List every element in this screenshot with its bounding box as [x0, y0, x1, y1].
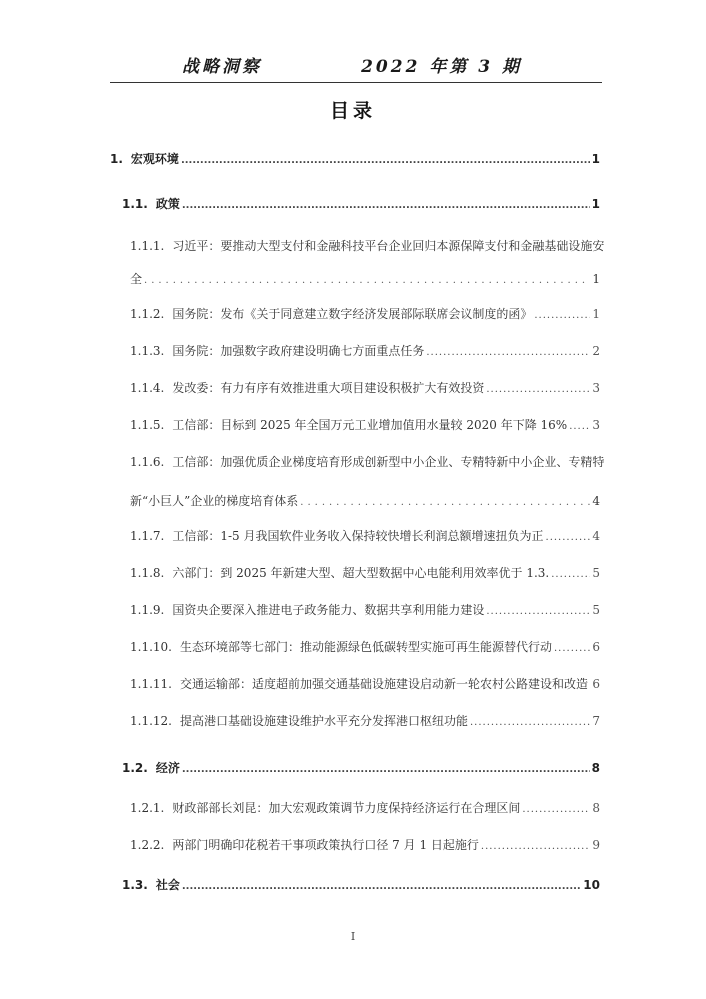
dot-leader	[470, 716, 590, 730]
toc-entry-1-1-6-continued[interactable]	[130, 492, 600, 509]
toc-entry-number: 1.2.	[122, 761, 148, 775]
toc-entry-label-continued: 新“小巨人”企业的梯度培育体系	[130, 494, 299, 508]
toc-entry-page: 4	[592, 494, 600, 508]
toc-entry-1-1-9[interactable]	[130, 603, 600, 619]
dot-leader	[182, 880, 581, 894]
toc-entry-label: 交通运输部：适度超前加强交通基础设施建设启动新一轮农村公路建设和改造	[179, 677, 588, 691]
toc-entry-1-2[interactable]	[122, 761, 600, 777]
toc-entry-1-1-1-continued[interactable]	[130, 270, 600, 287]
toc-entry-page: 3	[592, 381, 600, 395]
toc-entry-page: 8	[591, 761, 600, 775]
page-number: I	[350, 930, 356, 943]
toc-entry-label: 两部门明确印花税若干事项政策执行口径 7 月 1 日起施行	[172, 838, 479, 852]
toc-entry-1-1-5[interactable]	[130, 418, 600, 434]
toc-entry-number: 1.	[110, 152, 123, 166]
toc-entry-1-3[interactable]	[122, 878, 600, 894]
toc-entry-label: 经济	[155, 761, 180, 775]
toc-entry-1-1-7[interactable]	[130, 529, 600, 545]
page-title: 目录	[329, 100, 376, 122]
toc-entry-label: 六部门：到 2025 年新建大型、超大型数据中心电能利用效率优于 1.3.	[172, 566, 550, 580]
toc-entry-number: 1.1.6.	[130, 455, 165, 469]
toc-entry-1-1-1[interactable]	[130, 239, 605, 253]
toc-entry-number: 1.1.7.	[130, 529, 165, 543]
toc-entry-label: 社会	[155, 878, 180, 892]
toc-entry-label: 国务院：发布《关于同意建立数字经济发展部际联席会议制度的函》	[172, 307, 533, 321]
toc-entry-number: 1.1.1.	[130, 239, 165, 253]
toc-entry-number: 1.1.9.	[130, 603, 165, 617]
toc-entry-1-1-10[interactable]	[130, 640, 600, 656]
toc-entry-label: 生态环境部等七部门：推动能源绿色低碳转型实施可再生能源替代行动	[179, 640, 552, 654]
toc-entry-page: 5	[592, 603, 600, 617]
toc-entry-label: 工信部：加强优质企业梯度培育形成创新型中小企业、专精特新中小企业、专精特	[172, 455, 605, 469]
toc-entry-page: 1	[591, 152, 600, 166]
toc-entry-number: 1.2.2.	[130, 838, 165, 852]
toc-entry-page: 5	[592, 566, 600, 580]
dot-leader	[551, 568, 590, 582]
toc-entry-label: 工信部：目标到 2025 年全国万元工业增加值用水量较 2020 年下降 16%	[172, 418, 568, 432]
toc-entry-page: 9	[592, 838, 600, 852]
toc-entry-number: 1.1.5.	[130, 418, 165, 432]
publication-name: 战略洞察	[182, 57, 262, 77]
dot-leader	[522, 803, 590, 817]
toc-entry-label: 发改委：有力有序有效推进重大项目建设积极扩大有效投资	[172, 381, 485, 395]
toc-entry-page: 10	[583, 878, 600, 892]
dot-leader	[486, 605, 590, 619]
toc-entry-label-continued: 全	[130, 272, 143, 286]
toc-entry-page: 8	[592, 801, 600, 815]
toc-entry-1-1-3[interactable]	[130, 344, 600, 360]
toc-entry-label: 国务院：加强数字政府建设明确七方面重点任务	[172, 344, 425, 358]
toc-entry-label: 政策	[155, 197, 180, 211]
toc-entry-page: 6	[592, 640, 600, 654]
toc-entry-page: 2	[592, 344, 600, 358]
toc-entry-label: 习近平：要推动大型支付和金融科技平台企业回归本源保障支付和金融基础设施安	[172, 239, 605, 253]
dot-leader	[300, 497, 590, 508]
dot-leader	[182, 199, 590, 213]
running-header	[110, 52, 602, 83]
toc-entry-number: 1.1.	[122, 197, 148, 211]
toc-entry-number: 1.1.10.	[130, 640, 172, 654]
dot-leader	[182, 763, 590, 777]
toc-entry-number: 1.1.8.	[130, 566, 165, 580]
toc-entry-page: 6	[592, 677, 600, 691]
toc-entry-page: 1	[591, 197, 600, 211]
dot-leader	[481, 840, 590, 854]
toc-entry-1-1-4[interactable]	[130, 381, 600, 397]
toc-entry-number: 1.1.2.	[130, 307, 165, 321]
toc-entry-label: 提高港口基础设施建设维护水平充分发挥港口枢纽功能	[179, 714, 468, 728]
dot-leader	[569, 420, 590, 434]
toc-entry-page: 1	[592, 272, 600, 286]
toc-entry-1-1-12[interactable]	[130, 714, 600, 730]
dot-leader	[534, 309, 590, 323]
toc-entry-number: 1.3.	[122, 878, 148, 892]
toc-entry-1-1-6[interactable]	[130, 455, 605, 469]
toc-entry-label: 财政部部长刘昆：加大宏观政策调节力度保持经济运行在合理区间	[172, 801, 521, 815]
dot-leader	[546, 531, 591, 545]
toc-entry-1-1-8[interactable]	[130, 566, 600, 582]
toc-entry-page: 3	[592, 418, 600, 432]
toc-entry-number: 1.1.12.	[130, 714, 172, 728]
toc-entry-1-1-11[interactable]	[130, 677, 600, 693]
issue-label: 2022 年第 3 期	[361, 57, 522, 77]
toc-entry-1[interactable]	[110, 152, 600, 168]
toc-entry-label: 宏观环境	[130, 152, 179, 166]
toc-entry-number: 1.2.1.	[130, 801, 165, 815]
toc-entry-1-2-2[interactable]	[130, 838, 600, 854]
toc-entry-page: 1	[592, 307, 600, 321]
toc-entry-label: 国资央企要深入推进电子政务能力、数据共享利用能力建设	[172, 603, 485, 617]
toc-entry-number: 1.1.4.	[130, 381, 165, 395]
toc-entry-1-1-2[interactable]	[130, 307, 600, 323]
toc-entry-1-1[interactable]	[122, 197, 600, 213]
dot-leader	[181, 154, 590, 168]
toc-entry-number: 1.1.11.	[130, 677, 172, 691]
toc-entry-label: 工信部：1-5 月我国软件业务收入保持较快增长利润总额增速扭负为正	[172, 529, 544, 543]
dot-leader	[486, 383, 590, 397]
toc-entry-page: 4	[592, 529, 600, 543]
toc-entry-number: 1.1.3.	[130, 344, 165, 358]
dot-leader	[554, 642, 590, 656]
dot-leader	[426, 346, 590, 360]
toc-entry-1-2-1[interactable]	[130, 801, 600, 817]
toc-entry-page: 7	[592, 714, 600, 728]
dot-leader	[144, 275, 590, 286]
